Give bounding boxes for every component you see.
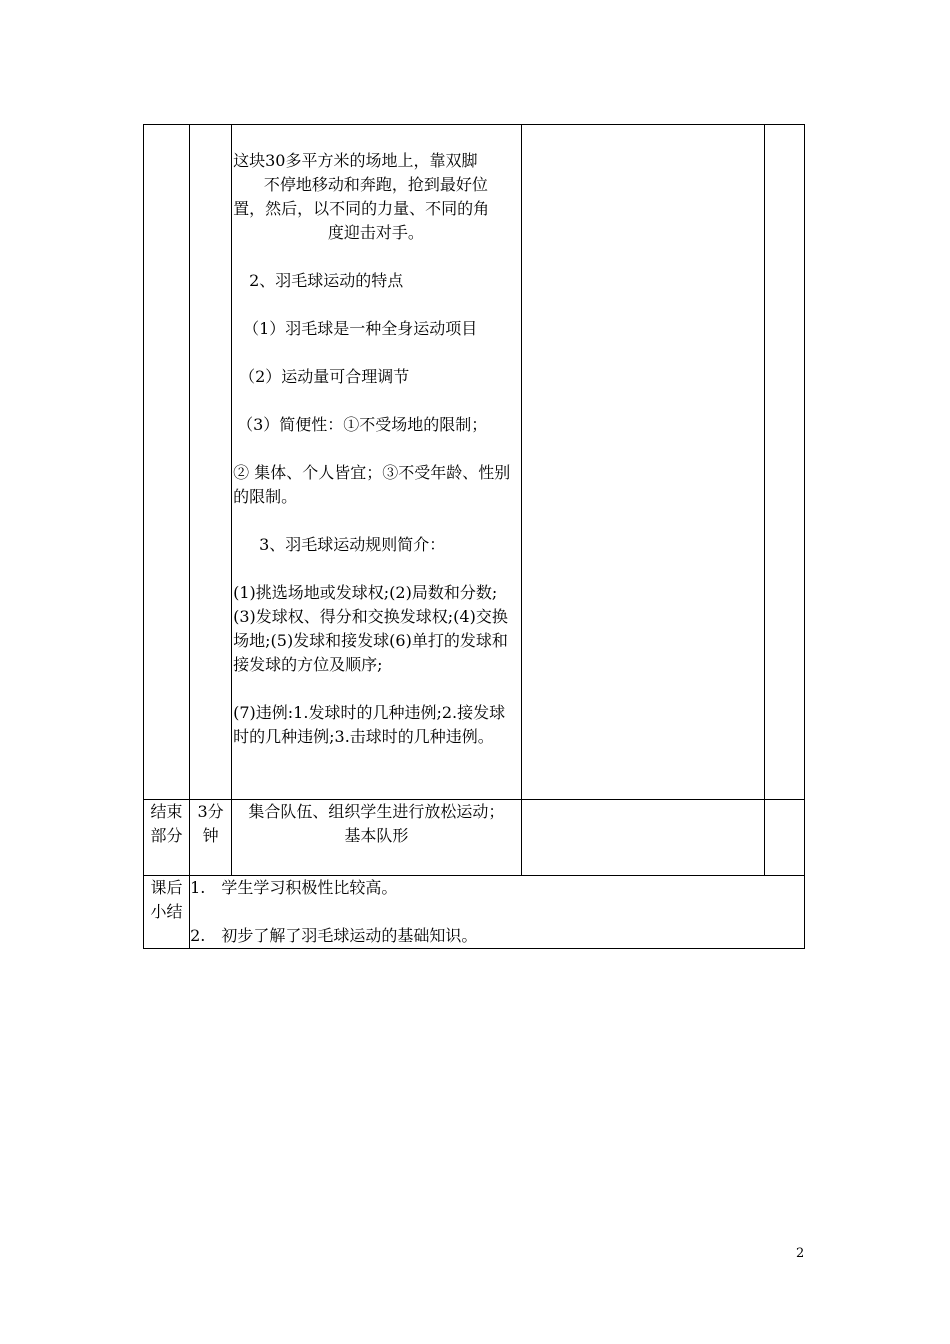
feature-3a: （3）简便性：①不受场地的限制；: [237, 415, 488, 434]
end-section-content: [232, 800, 521, 876]
intro-line-4: 度迎击对手。: [327, 223, 424, 242]
end-section-row: [144, 800, 805, 876]
intro-line-1: 这块30多平方米的场地上，靠双脚: [233, 151, 478, 170]
end-remark-cell: [764, 800, 804, 876]
section-label-cell: [144, 125, 190, 800]
end-method-cell: [521, 800, 764, 876]
feature-1: （1）羽毛球是一种全身运动项目: [243, 319, 478, 338]
lesson-plan-table: [143, 124, 805, 949]
end-content-line-2: 基本队形: [344, 826, 409, 845]
end-section-label: 结束部分: [144, 800, 190, 876]
summary-row: [144, 876, 805, 949]
rules-heading: 3、羽毛球运动规则简介：: [259, 535, 446, 554]
content-cell: [232, 125, 521, 800]
page-number: 2: [796, 1246, 805, 1261]
end-section-time: 3分钟: [190, 800, 232, 876]
features-heading: 2、羽毛球运动的特点: [249, 271, 404, 290]
basic-section-row: [144, 125, 805, 800]
end-content-line-1: 集合队伍、组织学生进行放松运动；: [248, 802, 505, 821]
feature-2: （2）运动量可合理调节: [239, 367, 410, 386]
summary-content: [190, 876, 805, 949]
intro-line-2: 不停地移动和奔跑，抢到最好位: [263, 175, 488, 194]
time-cell: [190, 125, 232, 800]
rules-violations: (7)违例:1.发球时的几种违例;2.接发球时的几种违例;3.击球时的几种违例。: [233, 703, 506, 746]
feature-3b: ② 集体、个人皆宜；③不受年龄、性别的限制。: [233, 463, 511, 506]
remark-cell: [764, 125, 804, 800]
summary-item-1: 1. 学生学习积极性比较高。: [190, 878, 398, 897]
summary-item-2: 2. 初步了解了羽毛球运动的基础知识。: [190, 926, 478, 945]
summary-label: 课后小结: [144, 876, 190, 949]
method-cell: [521, 125, 764, 800]
intro-line-3: 置，然后，以不同的力量、不同的角: [233, 199, 490, 218]
rules-text: (1)挑选场地或发球权;(2)局数和分数;(3)发球权、得分和交换发球权;(4)交换场地;(5)发球和接发球(6)单打的发球和接发球的方位及顺序;: [233, 583, 508, 674]
